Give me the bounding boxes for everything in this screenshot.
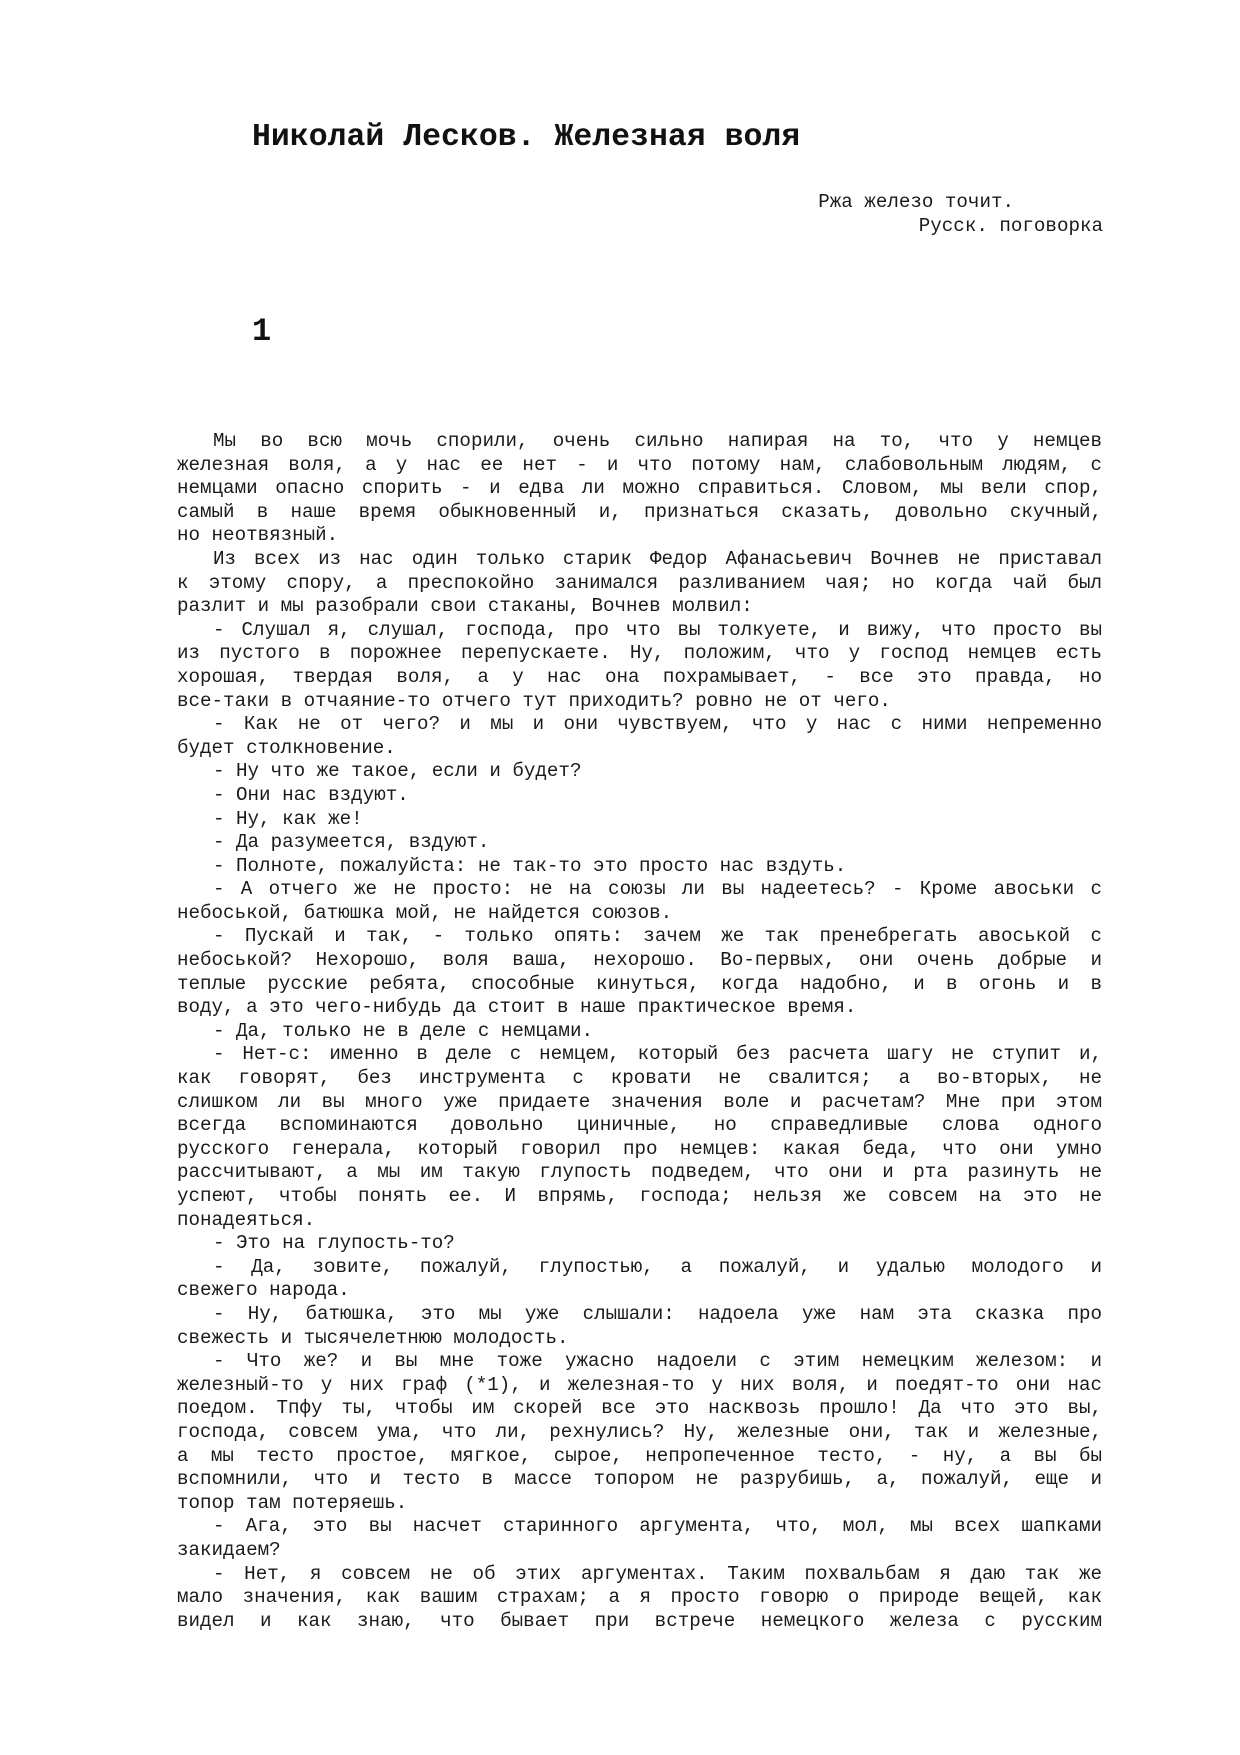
text-line: - Ага, это вы насчет старинного аргумента, что, мол, мы всех шапками — [213, 1515, 1102, 1538]
text-line: железная воля, а у нас ее нет - и что потому нам, слабовольным людям, с — [177, 453, 1102, 476]
text-line: рассчитывают, а мы им такую глупость подведем, что они и рта разинуть не — [177, 1161, 1102, 1184]
text-line: русского генерала, который говорил про немцев: какая беда, что они умно — [177, 1137, 1102, 1160]
body-text — [177, 430, 1102, 1633]
text-line: небоськой? Нехорошо, воля ваша, нехорошо. Во-первых, они очень добрые и — [177, 949, 1102, 972]
document-title: Николай Лесков. Железная воля — [252, 120, 801, 155]
text-line: Мы во всю мочь спорили, очень сильно напирая на то, что у немцев — [213, 430, 1102, 452]
text-line: вспомнили, что и тесто в массе топором не разрубишь, а, пожалуй, еще и — [177, 1468, 1102, 1491]
text-line: а мы тесто простое, мягкое, сырое, непропеченное тесто, - ну, а вы бы — [177, 1444, 1102, 1467]
text-line: всегда вспоминаются довольно циничные, но справедливые слова одного — [177, 1114, 1102, 1137]
text-line: Из всех из нас один только старик Федор Афанасьевич Вочнев не приставал — [213, 547, 1102, 570]
text-line: хорошая, твердая воля, а у нас она похрамывает, - все это правда, но — [177, 665, 1102, 688]
text-line: - Полноте, пожалуйста: не так-то это просто нас вздуть. — [213, 854, 847, 877]
text-line: как говорят, без инструмента с кровати не свалится; а во-вторых, не — [177, 1067, 1102, 1090]
text-line: - Да разумеется, вздуют. — [213, 831, 490, 854]
text-line: - Нет-с: именно в деле с немцем, который без расчета шагу не ступит и, — [213, 1043, 1102, 1066]
text-line: - Ну, как же! — [213, 807, 363, 830]
text-line: самый в наше время обыкновенный и, признаться сказать, довольно скучный, — [177, 500, 1102, 523]
text-line: - Ну что же такое, если и будет? — [213, 760, 582, 783]
text-line: топор там потеряешь. — [177, 1491, 408, 1514]
text-line: слишком ли вы много уже придаете значения воле и расчетам? Мне при этом — [177, 1090, 1102, 1113]
text-line: - А отчего же не просто: не на союзы ли вы надеетесь? - Кроме авоськи с — [213, 878, 1102, 901]
text-line: небоськой, батюшка мой, не найдется союзов. — [177, 901, 673, 924]
epigraph — [600, 190, 1103, 238]
text-line: - Пускай и так, - только опять: зачем же так пренебрегать авоськой с — [213, 925, 1102, 948]
text-line: понадеяться. — [177, 1208, 316, 1231]
text-line: свежего народа. — [177, 1279, 350, 1302]
text-line: - Они нас вздуют. — [213, 783, 409, 806]
chapter-number: 1 — [252, 313, 272, 350]
text-line: господа, совсем ума, что ли, рехнулись? Ну, железные они, так и железные, — [177, 1420, 1102, 1443]
epigraph-line: Ржа железо точит. — [818, 191, 1014, 213]
text-line: мало значения, как вашим страхам; а я просто говорю о природе вещей, как — [177, 1586, 1102, 1609]
text-line: - Да, зовите, пожалуй, глупостью, а пожалуй, и удалью молодого и — [213, 1255, 1102, 1278]
text-line: воду, а это чего-нибудь да стоит в наше практическое время. — [177, 996, 857, 1019]
epigraph-attribution: Русск. поговорка — [918, 215, 1103, 237]
text-line: свежесть и тысячелетнюю молодость. — [177, 1326, 569, 1349]
text-line: из пустого в порожнее перепускаете. Ну, положим, что у господ немцев есть — [177, 642, 1102, 665]
text-line: поедом. Тпфу ты, чтобы им скорей все это насквозь прошло! Да что это вы, — [177, 1397, 1102, 1420]
text-line: - Ну, батюшка, это мы уже слышали: надоела уже нам эта сказка про — [213, 1302, 1102, 1325]
text-line: разлит и мы разобрали свои стаканы, Вочнев молвил: — [177, 595, 753, 618]
text-line: - Нет, я совсем не об этих аргументах. Таким похвальбам я даю так же — [213, 1562, 1102, 1585]
text-line: немцами опасно спорить - и едва ли можно справиться. Словом, мы вели спор, — [177, 477, 1102, 500]
text-line: - Как не от чего? и мы и они чувствуем, что у нас с ними непременно — [213, 713, 1102, 736]
text-line: но неотвязный. — [177, 524, 339, 547]
text-line: к этому спору, а преспокойно занимался разливанием чая; но когда чай был — [177, 571, 1102, 594]
text-line: закидаем? — [177, 1538, 281, 1561]
text-line: теплые русские ребята, способные кинуться, когда надобно, и в огонь и в — [177, 972, 1102, 995]
text-line: - Слушал я, слушал, господа, про что вы толкуете, и вижу, что просто вы — [213, 618, 1102, 641]
text-line: - Это на глупость-то? — [213, 1232, 455, 1255]
text-line: все-таки в отчаяние-то отчего тут приходить? ровно не от чего. — [177, 689, 891, 712]
text-line: - Да, только не в деле с немцами. — [213, 1019, 593, 1042]
text-line: будет столкновение. — [177, 736, 396, 759]
text-line: - Что же? и вы мне тоже ужасно надоели с этим немецким железом: и — [213, 1350, 1102, 1373]
text-line: успеют, чтобы понять ее. И впрямь, господа; нельзя же совсем на это не — [177, 1185, 1102, 1207]
text-line: видел и как знаю, что бывает при встрече немецкого железа с русским — [177, 1609, 1102, 1632]
text-line: железный-то у них граф (*1), и железная-то у них воля, и поедят-то они нас — [177, 1373, 1102, 1396]
